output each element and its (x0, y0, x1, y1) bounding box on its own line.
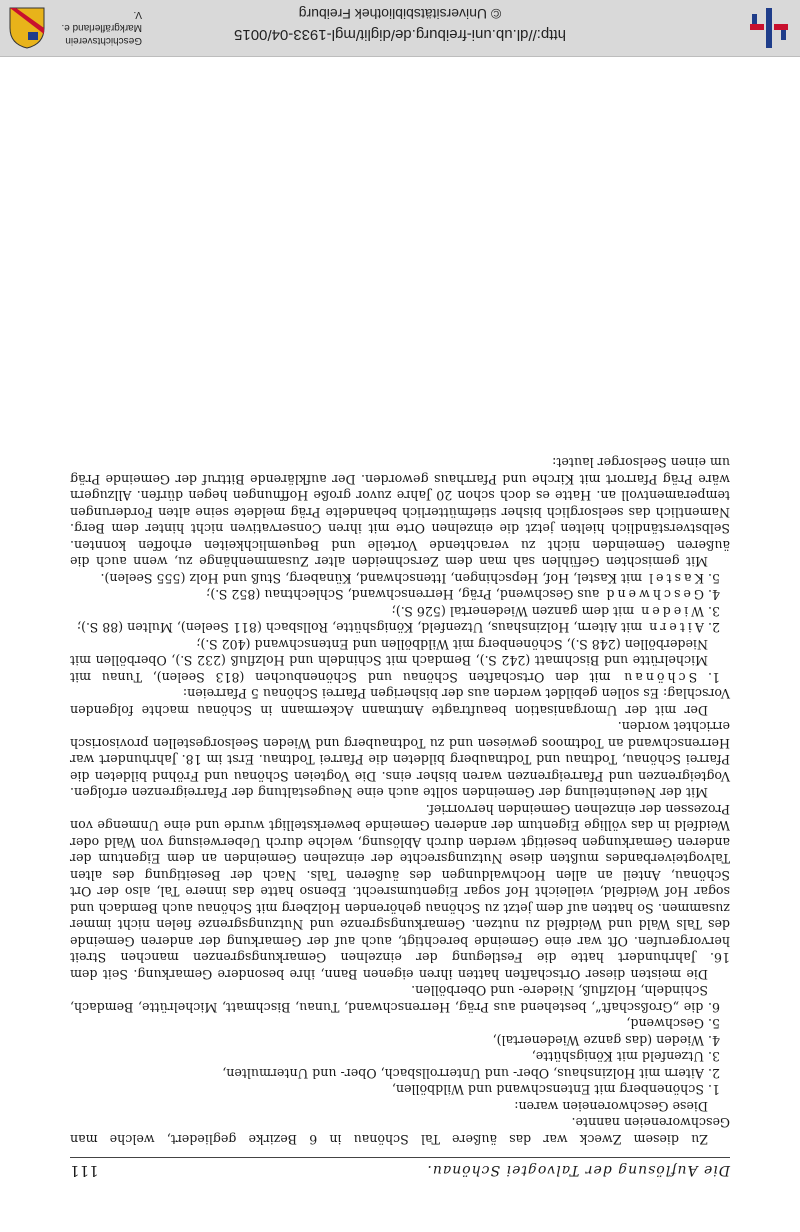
parish-description: mit Kastel, Hof, Hepschingen, Ittenschwand, Künaberg, Stuß und Holz (555 Seelen). (100, 571, 647, 586)
district-item: 5. Geschwend, (626, 1016, 720, 1032)
parish-description: mit dem ganzen Wiedenertal (526 S.); (391, 604, 639, 619)
parish-item: 3. Wieden mit dem ganzen Wiedenertal (526 S.); (391, 604, 720, 619)
document-url[interactable]: http://dl.ub.uni-freiburg.de/diglit/mgl-1933-04/0015 (234, 26, 566, 43)
society-name (52, 8, 142, 47)
society-name-line1: Geschichtsverein (65, 35, 142, 46)
parish-name: Aitern (646, 620, 704, 636)
viewer-banner (0, 0, 800, 57)
district-item: 1. Schönenberg mit Entenschwand und Wildböllen, (391, 1082, 720, 1098)
coat-of-arms-icon (8, 6, 46, 50)
parish-description: mit Aitern, Holzinshaus, Utzenfeld, Königshütte, Rollsbach (811 Seelen), Multen (88 S.); (76, 620, 647, 636)
parish-item: 2. Aitern mit Aitern, Holzinshaus, Utzenfeld, Königshütte, Rollsbach (811 Seelen), Multen (88 S.); (76, 620, 720, 636)
body-paragraph: Der mit der Umorganisation beauftragte Amtmann Ackermann in Schönau machte folgenden Vorschlag: Es sollen gebildet werden aus der bisherigen Pfarrei Schönau 5 Pfarreien: (70, 686, 730, 718)
list-title: Diese Geschworeneien waren: (514, 1099, 708, 1114)
running-head (70, 1157, 730, 1180)
body-paragraph: Mit der Neueinteilung der Gemeinden sollte auch eine Neugestaltung der Pfarreigrenzen erfolgen. Vogteigrenzen und Pfarreigrenzen waren bisher eins. Die Vogteien Schönau und Fröhnd bildeten die Pfarrei Schönau, Todtnau und Todtnauberg bildeten die Pfarrei Todtnau. Erst im 18. Jahrhundert war Herrenschwand an Todtmoos gewiesen und zu Todtnauberg und Wieden Seelsorgestellen provisorisch errichtet worden. (70, 719, 730, 801)
body-paragraph: Die meisten dieser Ortschaften hatten ihren eigenen Bann, ihre besondere Gemarkung. Seit dem 16. Jahrhundert hatte die Festlegung der einzelnen Gemarkungsgrenzen manchen Streit hervorgerufen. Oft war eine Gemeinde berechtigt, auch auf der Gemarkung der anderen Gemeinde des Tals Wald und Weidfeld zu nutzen. Gemarkungsgrenze und Nutzungsgrenze fielen nicht immer zusammen. So hatten auf dem jetzt zu Schönau gehörenden Holzberg mit Schönau auch Bemdach und sogar Hof Weidfeld, vielleicht Hof sogar Eigentumsrecht. Ebenso hatte das innere Tal, also der Ort Schönau, Anteil an allen Hochwaldungen des äußeren Tals. Nach der Beseitigung des alten Talvogteiverbandes mußten diese Nutzungsrechte der einzelnen Gemeinden an dem Eigentum der anderen Gemarkungen beseitigt werden durch Ablösung, welche durch Ueberweisung von Wald oder Weidfeld in das völlige Eigentum der anderen Gemeinde bewerkstelligt wurde und eine Unmenge von Prozessen der einzelnen Gemeinden hervorrief. (70, 802, 730, 982)
page-body (70, 454, 730, 1147)
parish-name: Geschwend (603, 587, 704, 603)
ub-freiburg-logo (746, 6, 792, 50)
parish-name: Schönau (621, 670, 698, 685)
parish-item: 1. Schönau mit den Ortschaften Schönau und Schönenbuchen (813 Seelen), Tunau mit Michelrütte und Bischmatt (242 S.), Bemdach mit Schindeln und Holzfluß (232 S.), Oberböllen mit Niederböllen (248 S.), Schönenberg mit Wildböllen und Entenschwand (402 S.); (70, 637, 720, 685)
parish-description: aus Geschwend, Präg, Herrenschwand, Schlechtnau (852 S.); (206, 587, 604, 603)
copyright-notice: © Universitätsbibliothek Freiburg (298, 6, 502, 22)
parish-description: mit den Ortschaften Schönau und Schönenbuchen (813 Seelen), Tunau mit Michelrütte und Bischmatt (242 S.), Bemdach mit Schindeln und Holzfluß (232 S.), Oberböllen mit Niederböllen (248 S.), Schönenberg mit Wildböllen und Entenschwand (402 S.); (70, 637, 708, 685)
district-item: 6. die „Großschaft“, bestehend aus Präg, Herrenschwand, Tunau, Bischmatt, Michelrütte, Bemdach, Schindeln, Holzfluß, Niedere- und Oberböllen. (70, 983, 720, 1015)
district-item: 2. Aitern mit Holzinshaus, Ober- und Unterrollsbach, Ober- und Untermulten, (222, 1066, 720, 1081)
parish-name: Kastel (646, 571, 704, 586)
page-number: 111 (70, 1162, 99, 1180)
body-paragraph: Mit gemischten Gefühlen sah man dem Zerschneiden alter Zusammenhänge zu, wenn auch die äußeren Gemeinden nicht zu verachtende Vorteile und Bequemlichkeiten erhoffen konnten. Selbstverständlich hielten jetzt die einzelnen Orte mit ihren Conservativen nicht hinter dem Berg. Namentlich das seelsorglich bisher stiefmütterlich behandelte Präg meldete seine alten Forderungen temperamentvoll an. Hatte es doch schon 20 Jahre zuvor große Hoffnungen hegen dürfen. Allzugern wäre Präg Pfarrort mit Kirche und Pfarrhaus geworden. Der aufklärende Bittruf der Gemeinde Präg um einen Seelsorger lautet: (70, 455, 730, 570)
district-item: 4. Wieden (das ganze Wiedenertal), (492, 1033, 720, 1048)
intro-paragraph: Zu diesem Zweck war das äußere Tal Schönau in 6 Bezirke gegliedert, welche man Geschworeneien nannte. (70, 1115, 730, 1147)
parish-item: 4. Geschwend aus Geschwend, Präg, Herrenschwand, Schlechtnau (852 S.); (206, 587, 720, 603)
parish-name: Wieden (638, 604, 704, 619)
society-name-line2: Markgräflerland e. V. (61, 9, 142, 33)
scanned-page (70, 170, 730, 1180)
parish-item: 5. Kastel mit Kastel, Hof, Hepschingen, Ittenschwand, Künaberg, Stuß und Holz (555 Seelen). (100, 571, 720, 586)
running-head-title: Die Auflösung der Talvogtei Schönau. (426, 1162, 730, 1178)
district-item: 3. Utzenfeld mit Königshütte, (531, 1049, 720, 1065)
